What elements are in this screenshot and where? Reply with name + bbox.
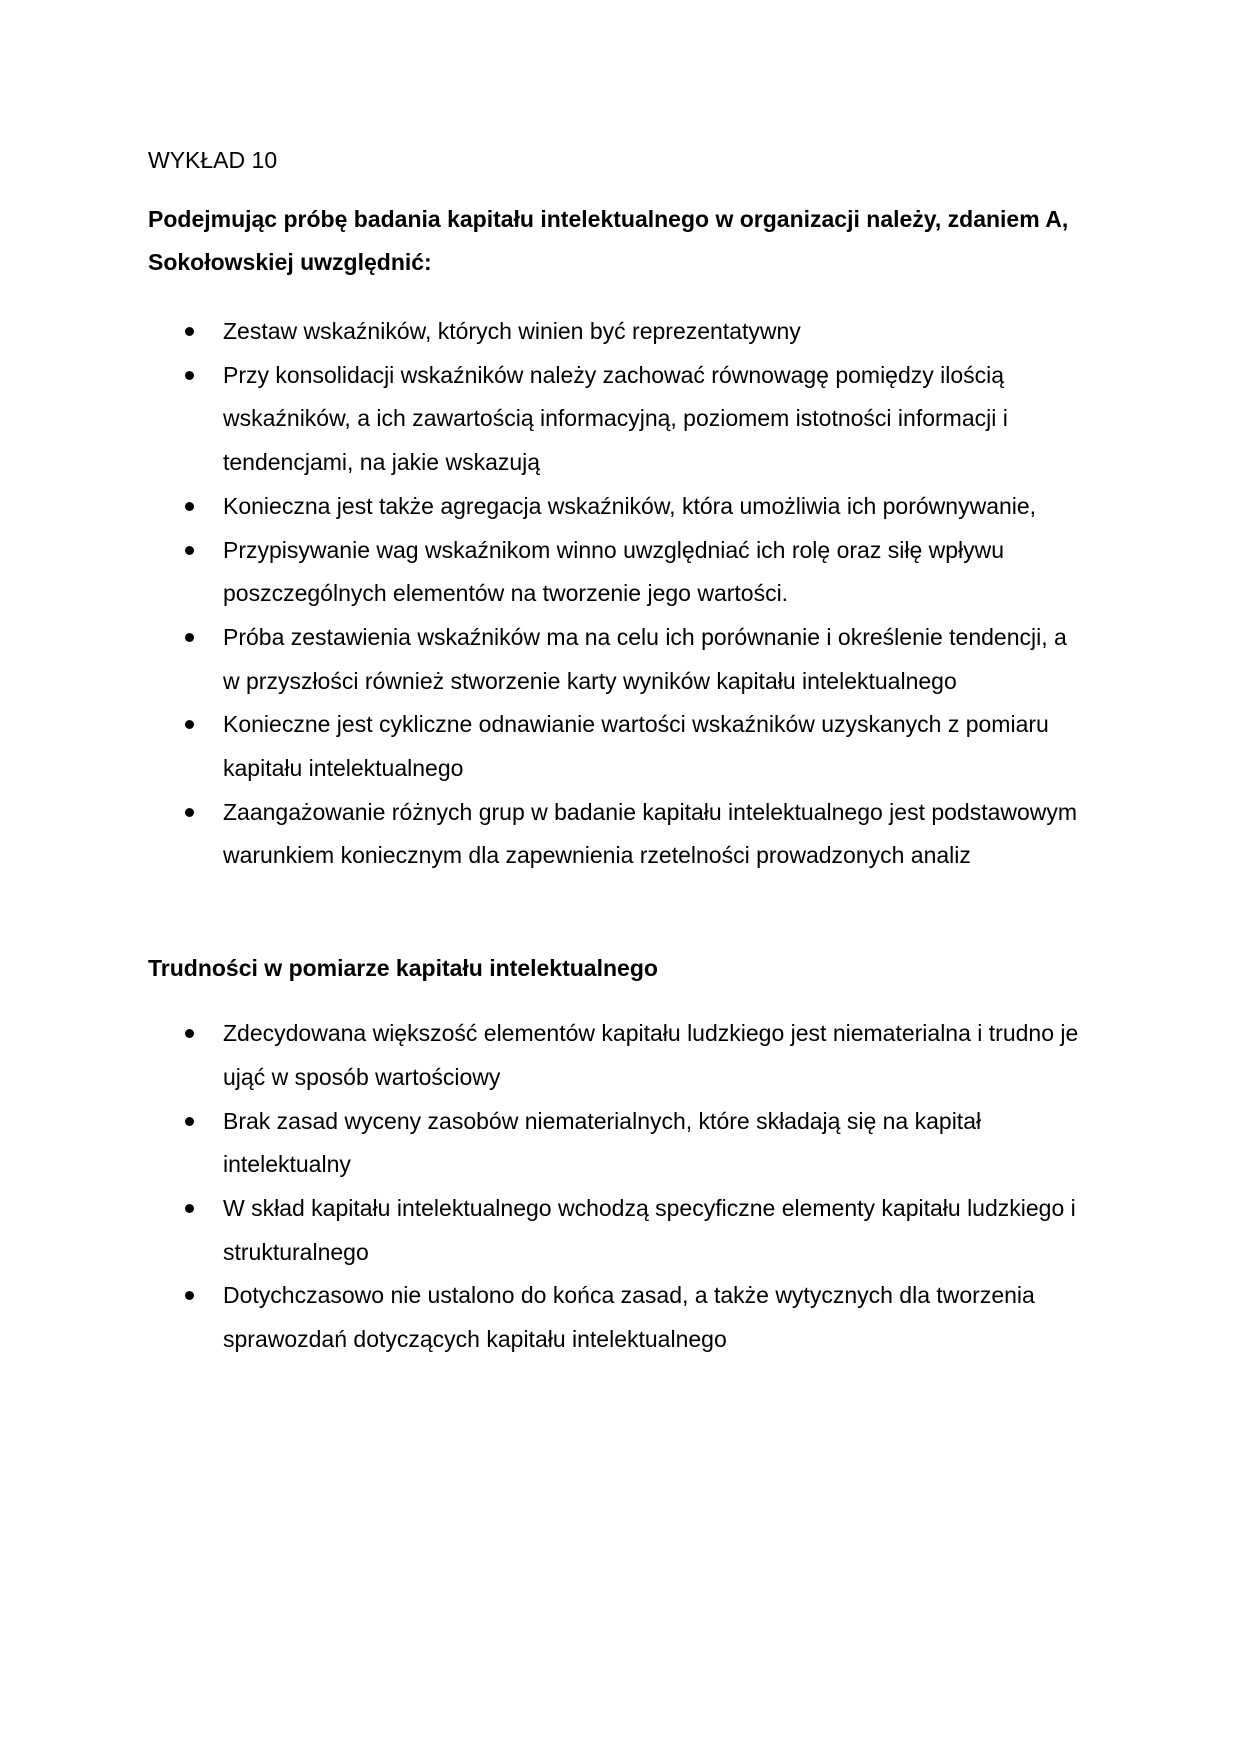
bullet-icon (185, 1204, 194, 1213)
section2-heading: Trudności w pomiarze kapitału intelektualnego (148, 955, 658, 982)
section1-list (148, 310, 1088, 878)
list-item-text: Próba zestawienia wskaźników ma na celu ich porównanie i określenie tendencji, a w przyszłości również stworzenie karty wyników kapitału intelektualnego (223, 623, 1067, 694)
list-item (148, 485, 1088, 529)
list-item (148, 529, 1088, 616)
bullet-icon (185, 720, 194, 729)
bullet-icon (185, 546, 194, 555)
bullet-icon (185, 1291, 194, 1300)
list-item (148, 1100, 1088, 1187)
list-item (148, 1012, 1088, 1099)
bullet-icon (185, 633, 194, 642)
list-item-text: Konieczne jest cykliczne odnawianie wartości wskaźników uzyskanych z pomiaru kapitału intelektualnego (223, 711, 1049, 782)
list-item-text: Przy konsolidacji wskaźników należy zachować równowagę pomiędzy ilością wskaźników, a ich zawartością informacyjną, poziomem istotności informacji i tendencjami, na jakie wskazują (223, 361, 1008, 476)
section2-list (148, 1012, 1088, 1362)
list-item-text: Zestaw wskaźników, których winien być reprezentatywny (223, 318, 801, 344)
list-item (148, 1274, 1088, 1361)
list-item (148, 310, 1088, 354)
list-item (148, 616, 1088, 703)
list-item-text: W skład kapitału intelektualnego wchodzą specyficzne elementy kapitału ludzkiego i strukturalnego (223, 1194, 1076, 1265)
bullet-icon (185, 1029, 194, 1038)
list-item-text: Zdecydowana większość elementów kapitału ludzkiego jest niematerialna i trudno je ująć w sposób wartościowy (223, 1020, 1079, 1090)
list-item (148, 791, 1088, 878)
list-item (148, 1187, 1088, 1274)
list-item (148, 703, 1088, 790)
list-item-text: Dotychczasowo nie ustalono do końca zasad, a także wytycznych dla tworzenia sprawozdań dotyczących kapitału intelektualnego (223, 1282, 1035, 1353)
lecture-title: WYKŁAD 10 (148, 147, 278, 173)
list-item-text: Zaangażowanie różnych grup w badanie kapitału intelektualnego jest podstawowym warunkiem koniecznym dla zapewnienia rzetelności prowadzonych analiz (223, 798, 1078, 869)
bullet-icon (185, 327, 194, 336)
section1-heading: Podejmując próbę badania kapitału intelektualnego w organizacji należy, zdaniem A, Sokołowskiej uwzględnić: (148, 206, 1069, 275)
list-item-text: Konieczna jest także agregacja wskaźników, która umożliwia ich porównywanie, (223, 492, 1037, 519)
bullet-icon (185, 1117, 194, 1126)
section-spacer (148, 878, 1088, 950)
bullet-icon (185, 808, 194, 817)
document-content (148, 142, 1088, 1362)
bullet-icon (185, 371, 194, 380)
bullet-icon (185, 502, 194, 511)
list-item (148, 354, 1088, 485)
list-item-text: Brak zasad wyceny zasobów niematerialnych, które składają się na kapitał intelektualny (223, 1107, 982, 1178)
list-item-text: Przypisywanie wag wskaźnikom winno uwzględniać ich rolę oraz siłę wpływu poszczególnych elementów na tworzenie jego wartości. (223, 536, 1005, 607)
